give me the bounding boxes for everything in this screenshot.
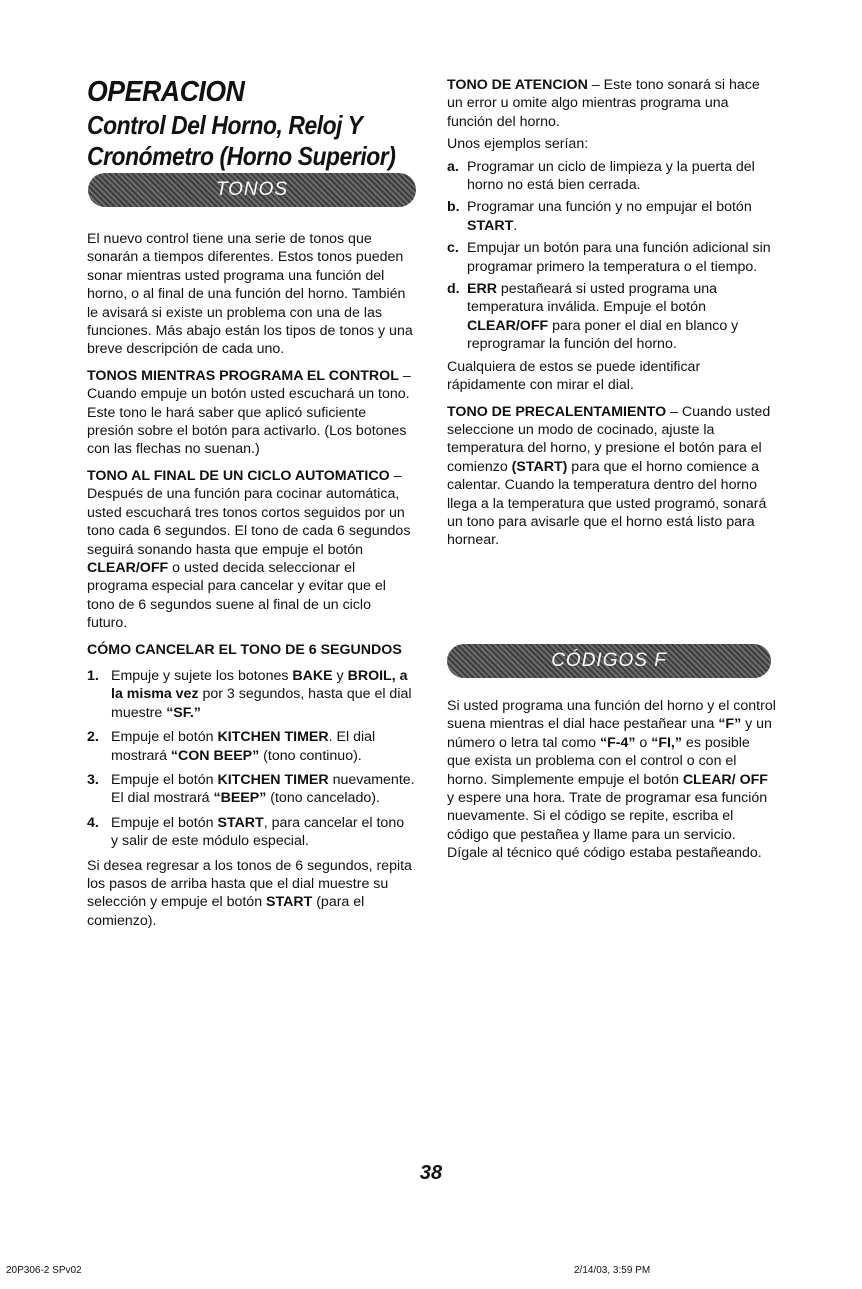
- bold-term: (START): [511, 458, 568, 475]
- step-text: Empuje y sujete los botones BAKE y BROIL, a la misma vez por 3 segundos, hasta que el dial muestre “SF.”: [111, 667, 412, 721]
- page-number: 38: [419, 1162, 443, 1184]
- section-banner-codigos: [447, 644, 771, 678]
- section-body: – Cuando empuje un botón usted escuchará un tono. Este tono le hará saber que aplicó suficiente presión sobre el botón para activarlo. (Los botones con las flechas no suenan.): [87, 367, 411, 458]
- f-codes-paragraph: Si usted programa una función del horno y el control suena mientras el dial hace pestañear una “F” y un número o letra tal como “F-4” o “FI,” es posible que exista un problema con el control o con el horno. Simplemente empuje el botón CLEAR/ OFF y espere una hora. Trate de programar esa función nuevamente. Si el código se repite, escriba el código que pestañea y llame para un servicio. Dígale al técnico qué código estaba pestañeando.: [447, 698, 776, 862]
- intro-paragraph: El nuevo control tiene una serie de tonos que sonarán a tiempos diferentes. Estos tonos pueden sonar mientras usted programa una función del horno, o al final de una función del horno. También le avisará si existe un problema con una de las funciones. Más abajo están los tipos de tonos y una breve descripción de cada uno.: [87, 231, 413, 358]
- page-subtitle: Control Del Horno, Reloj Y Cronómetro (Horno Superior): [87, 110, 396, 171]
- left-column: [87, 230, 415, 938]
- steps-list: [87, 667, 415, 851]
- step-text: Empuje el botón KITCHEN TIMER nuevamente. El dial mostrará “BEEP” (tono cancelado).: [111, 771, 415, 807]
- list-item: [87, 728, 415, 765]
- bold-term: CLEAR/OFF: [87, 559, 169, 576]
- step-number: 3.: [87, 771, 99, 788]
- examples-intro: Unos ejemplos serían:: [447, 136, 589, 153]
- step-number: 4.: [87, 814, 99, 831]
- attention-closing: Cualquiera de estos se puede identificar rápidamente con mirar el dial.: [447, 358, 701, 394]
- right-column: [447, 76, 777, 558]
- list-item: [447, 158, 777, 195]
- example-letter: b.: [447, 199, 460, 216]
- footer-doc-id: 20P306-2 SPv02: [6, 1265, 82, 1276]
- footer-timestamp: 2/14/03, 3:59 PM: [574, 1265, 651, 1276]
- example-letter: c.: [447, 240, 459, 257]
- section-end-of-cycle: [87, 467, 415, 633]
- banner-label: CÓDIGOS F: [551, 650, 667, 671]
- section-attention-tone: [447, 76, 777, 131]
- section-body: o usted decida seleccionar el programa especial para cancelar y evitar que el tono de 6 segundos suene al final de un ciclo futuro.: [87, 559, 386, 632]
- example-text: Empujar un botón para una función adicional sin programar primero la temperatura o el tiempo.: [467, 240, 771, 275]
- section-heading: TONO DE PRECALENTAMIENTO: [447, 403, 667, 420]
- example-letter: a.: [447, 158, 459, 175]
- example-text: ERR pestañeará si usted programa una temperatura inválida. Empuje el botón CLEAR/OFF para poner el dial en blanco y reprogramar la función del horno.: [467, 281, 739, 353]
- list-item: [447, 280, 777, 354]
- section-heading: CÓMO CANCELAR EL TONO DE 6 SEGUNDOS: [87, 641, 402, 658]
- list-item: [87, 771, 415, 808]
- list-item: [87, 667, 415, 722]
- list-item: [447, 198, 777, 235]
- example-text: Programar un ciclo de limpieza y la puerta del horno no está bien cerrada.: [467, 158, 755, 194]
- section-body: – Este tono sonará si hace un error u omite algo mientras programa una función del horno.: [447, 77, 760, 130]
- list-item: [87, 814, 415, 851]
- page-title: OPERACION: [87, 76, 245, 108]
- step-text: Empuje el botón START, para cancelar el tono y salir de este módulo especial.: [111, 814, 405, 850]
- section-programming-tones: [87, 367, 415, 459]
- section-heading: TONOS MIENTRAS PROGRAMA EL CONTROL: [87, 367, 399, 384]
- section-banner-tonos: [88, 173, 416, 207]
- example-letter: d.: [447, 281, 460, 298]
- examples-list: [447, 158, 777, 354]
- section-heading: TONO AL FINAL DE UN CICLO AUTOMATICO: [87, 467, 390, 484]
- step-number: 2.: [87, 729, 99, 746]
- example-text: Programar una función y no empujar el botón START.: [467, 199, 752, 234]
- step-text: Empuje el botón KITCHEN TIMER. El dial mostrará “CON BEEP” (tono continuo).: [111, 729, 376, 764]
- banner-label: TONOS: [215, 179, 289, 200]
- step-number: 1.: [87, 667, 99, 684]
- f-codes-section: [447, 697, 777, 871]
- steps-closing: Si desea regresar a los tonos de 6 segundos, repita los pasos de arriba hasta que el dial muestre su selección y empuje el botón START (para el comienzo).: [87, 857, 412, 929]
- bold-term: START: [266, 894, 313, 911]
- section-preheat-tone: TONO DE PRECALENTAMIENTO – Cuando usted seleccione un modo de cocinado, ajuste la temperatura del horno, y presione el botón para el comienzo (START) para que el horno comience a calentar. Cuando la temperatura dentro del horno llega a la temperatura que usted programó, sonará un tono para avisarle que el horno está listo para hornear.: [447, 403, 771, 549]
- section-heading: TONO DE ATENCION: [447, 77, 588, 93]
- section-body: – Después de una función para cocinar automática, usted escuchará tres tonos cortos seguidos por un tono cada 6 segundos. El tono de cada 6 segundos seguirá sonando hasta que empuje el botón: [87, 467, 411, 558]
- list-item: [447, 239, 777, 276]
